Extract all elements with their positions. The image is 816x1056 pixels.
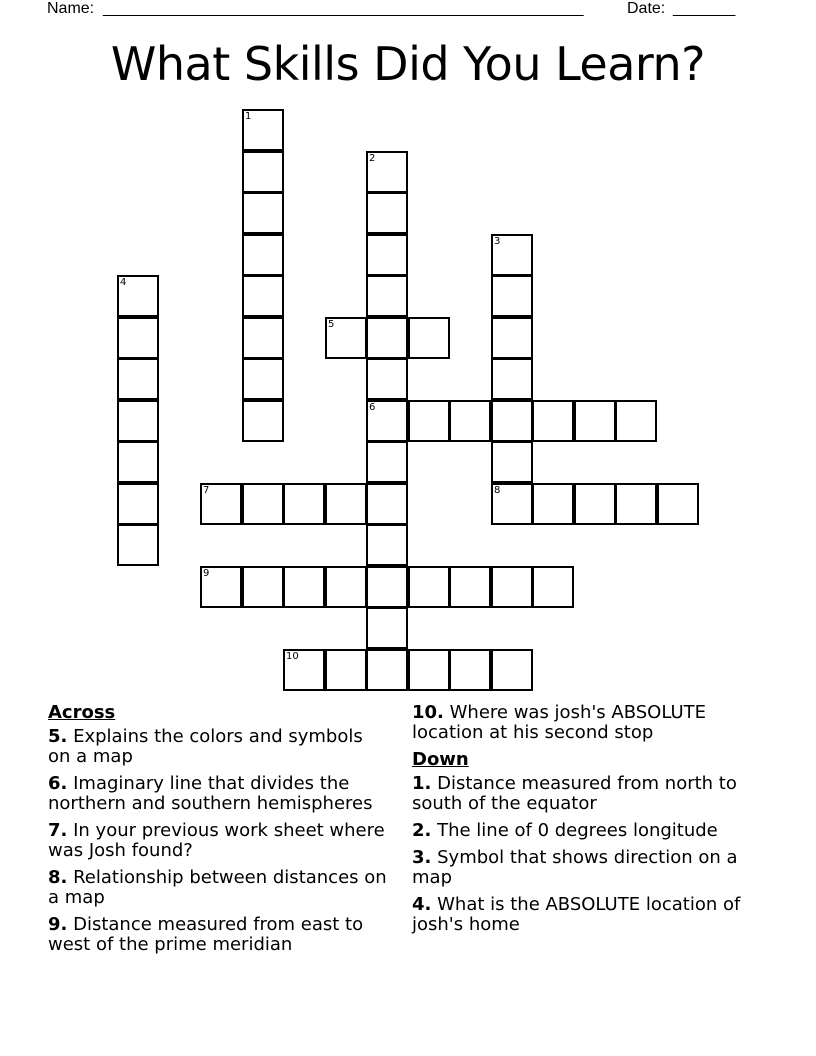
crossword-cell[interactable]: [532, 483, 574, 525]
crossword-cell[interactable]: [242, 358, 284, 400]
clue-number: 10.: [412, 702, 444, 723]
clue-number: 8.: [48, 867, 68, 888]
crossword-cell[interactable]: [117, 358, 159, 400]
clue-number: 5.: [48, 726, 68, 747]
crossword-cell[interactable]: [242, 483, 284, 525]
cell-number: 10: [286, 651, 299, 662]
name-line[interactable]: ______________________________________________________: [103, 0, 584, 17]
crossword-cell[interactable]: [366, 400, 408, 442]
clue-down-2: [412, 821, 762, 841]
crossword-cell[interactable]: [532, 400, 574, 442]
crossword-cell[interactable]: [242, 109, 284, 151]
clue-text: Where was josh's ABSOLUTE location at his second stop: [412, 702, 707, 743]
crossword-cell[interactable]: [491, 566, 533, 608]
cell-number: 8: [494, 485, 501, 496]
crossword-cell[interactable]: [491, 358, 533, 400]
crossword-cell[interactable]: [366, 358, 408, 400]
clue-number: 3.: [412, 847, 432, 868]
crossword-cell[interactable]: [408, 317, 450, 359]
clue-number: 1.: [412, 773, 432, 794]
crossword-cell[interactable]: [366, 566, 408, 608]
crossword-cell[interactable]: [657, 483, 699, 525]
crossword-cell[interactable]: [242, 566, 284, 608]
crossword-cell[interactable]: [491, 483, 533, 525]
crossword-cell[interactable]: [242, 275, 284, 317]
crossword-cell[interactable]: [366, 317, 408, 359]
crossword-cell[interactable]: [408, 566, 450, 608]
cell-number: 5: [328, 319, 335, 330]
crossword-cell[interactable]: [117, 275, 159, 317]
crossword-cell[interactable]: [242, 317, 284, 359]
clue-text: Relationship between distances on a map: [48, 867, 387, 908]
crossword-cell[interactable]: [283, 566, 325, 608]
crossword-cell[interactable]: [200, 566, 242, 608]
clues-left-column: [48, 703, 388, 962]
crossword-cell[interactable]: [117, 317, 159, 359]
crossword-cell[interactable]: [283, 649, 325, 691]
crossword-cell[interactable]: [325, 649, 367, 691]
clue-number: 4.: [412, 894, 432, 915]
crossword-cell[interactable]: [242, 151, 284, 193]
down-heading: Down: [412, 749, 469, 770]
clues-right-column: [412, 703, 762, 942]
crossword-cell[interactable]: [491, 649, 533, 691]
crossword-cell[interactable]: [242, 192, 284, 234]
cell-number: 2: [369, 153, 376, 164]
clue-across-7: [48, 821, 388, 861]
clue-down-3: [412, 848, 762, 888]
clue-across-8: [48, 868, 388, 908]
crossword-cell[interactable]: [574, 483, 616, 525]
clue-number: 7.: [48, 820, 68, 841]
crossword-cell[interactable]: [283, 483, 325, 525]
crossword-cell[interactable]: [408, 649, 450, 691]
crossword-cell[interactable]: [491, 317, 533, 359]
crossword-cell[interactable]: [408, 400, 450, 442]
crossword-cell[interactable]: [200, 483, 242, 525]
crossword-cell[interactable]: [325, 317, 367, 359]
header: [0, 0, 816, 20]
cell-number: 3: [494, 236, 501, 247]
clue-number: 9.: [48, 914, 68, 935]
crossword-cell[interactable]: [366, 234, 408, 276]
clue-down-1: [412, 774, 762, 814]
crossword-cell[interactable]: [366, 607, 408, 649]
crossword-cell[interactable]: [366, 483, 408, 525]
clue-across-9: [48, 915, 388, 955]
crossword-cell[interactable]: [117, 441, 159, 483]
cell-number: 9: [203, 568, 210, 579]
cell-number: 6: [369, 402, 376, 413]
cell-number: 4: [120, 277, 127, 288]
clue-across-10: [412, 703, 762, 743]
clue-across-5: [48, 727, 388, 767]
crossword-cell[interactable]: [449, 400, 491, 442]
crossword-cell[interactable]: [532, 566, 574, 608]
crossword-cell[interactable]: [491, 275, 533, 317]
cell-number: 1: [245, 111, 252, 122]
crossword-cell[interactable]: [242, 400, 284, 442]
clue-across-6: [48, 774, 388, 814]
crossword-cell[interactable]: [117, 483, 159, 525]
crossword-cell[interactable]: [242, 234, 284, 276]
clue-text: In your previous work sheet where was Josh found?: [48, 820, 385, 861]
crossword-cell[interactable]: [366, 275, 408, 317]
crossword-cell[interactable]: [117, 524, 159, 566]
crossword-cell[interactable]: [615, 400, 657, 442]
crossword-cell[interactable]: [449, 649, 491, 691]
crossword-cell[interactable]: [366, 524, 408, 566]
crossword-cell[interactable]: [366, 649, 408, 691]
crossword-cell[interactable]: [117, 400, 159, 442]
clue-down-4: [412, 895, 762, 935]
clue-text: Explains the colors and symbols on a map: [48, 726, 363, 767]
clue-text: The line of 0 degrees longitude: [437, 820, 718, 841]
crossword-cell[interactable]: [615, 483, 657, 525]
crossword-cell[interactable]: [491, 441, 533, 483]
crossword-cell[interactable]: [366, 151, 408, 193]
date-label: Date:: [627, 0, 666, 17]
page-title: What Skills Did You Learn?: [110, 37, 706, 91]
crossword-cell[interactable]: [366, 192, 408, 234]
crossword-cell[interactable]: [325, 483, 367, 525]
cell-number: 7: [203, 485, 210, 496]
clue-text: What is the ABSOLUTE location of josh's home: [412, 894, 741, 935]
clue-text: Symbol that shows direction on a map: [412, 847, 738, 888]
name-label: Name:: [47, 0, 95, 17]
crossword-cell[interactable]: [491, 400, 533, 442]
crossword-cell[interactable]: [325, 566, 367, 608]
crossword-cell[interactable]: [449, 566, 491, 608]
crossword-cell[interactable]: [366, 441, 408, 483]
date-line[interactable]: _______: [673, 0, 736, 17]
clue-number: 6.: [48, 773, 68, 794]
clue-number: 2.: [412, 820, 432, 841]
clue-text: Imaginary line that divides the northern and southern hemispheres: [48, 773, 373, 814]
across-heading: Across: [48, 702, 116, 723]
clue-text: Distance measured from north to south of the equator: [412, 773, 737, 814]
clue-text: Distance measured from east to west of the prime meridian: [48, 914, 364, 955]
crossword-cell[interactable]: [491, 234, 533, 276]
crossword-cell[interactable]: [574, 400, 616, 442]
